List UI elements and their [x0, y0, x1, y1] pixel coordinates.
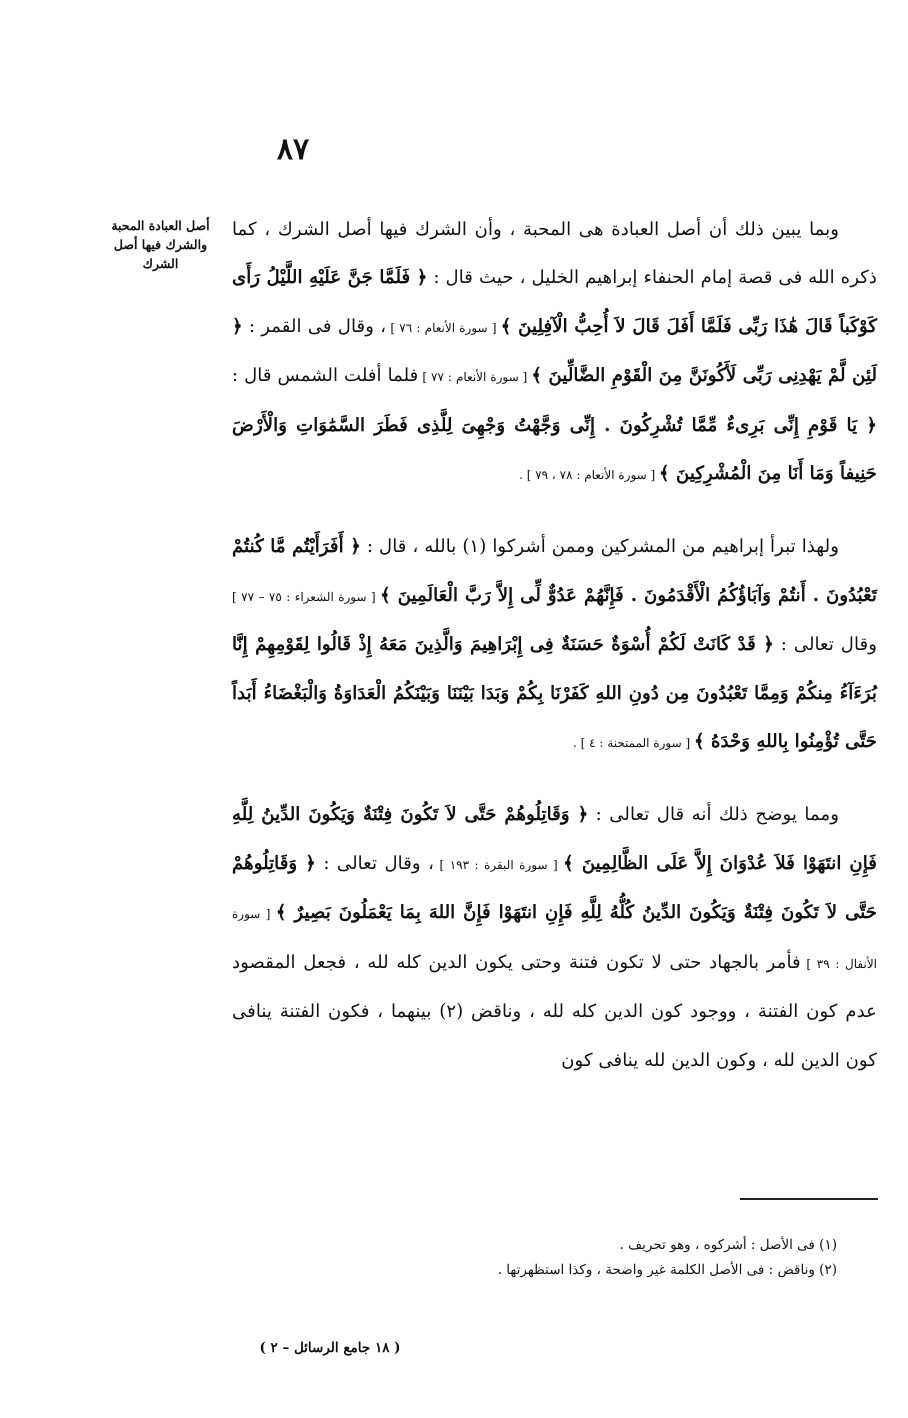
footnotes	[300, 1233, 837, 1283]
quran-verse: ﴿ فَلَمَّا جَنَّ عَلَيْهِ اللَّيْلُ رَأَى كَوْكَباً قَالَ هَٰذَا رَبِّى فَلَمَّا أَفَلَ قَالَ لاَ أُحِبُّ الْآفِلِينَ ﴾	[232, 267, 878, 337]
quran-verse: ﴿ وَقَاتِلُوهُمْ حَتَّى لاَ تَكُونَ فِتْنَةٌ وَيَكُونَ الدِّينُ لِلَّهِ فَإِنِ انتَهَوْا فَلاَ عُدْوَانَ إِلاَّ عَلَى الظَّالِمِينَ ﴾	[232, 804, 877, 874]
text-segment: فأمر بالجهاد حتى لا تكون فتنة وحتى يكون الدين كله لله ، فجعل المقصود عدم كون الفتنة ، ووجود كون الدين كله لله ، وناقض (٢) بينهما ، فكون الفتنة ينافى كون الدين لله ، وكون الدين لله ينافى كون	[232, 951, 877, 1071]
verse-reference: [ سورة الممتحنة : ٤ ] .	[572, 736, 694, 751]
text-segment: ، وقال تعالى :	[315, 852, 435, 874]
verse-reference: [ سورة الأنعام : ٧٧ ]	[418, 370, 532, 385]
footnote-divider	[740, 1198, 878, 1200]
main-text	[232, 206, 877, 1085]
paragraph-1	[232, 206, 877, 499]
verse-reference: [ سورة الأنعام : ٧٦ ]	[386, 320, 501, 335]
text-segment: ومما يوضح ذلك أنه قال تعالى :	[588, 804, 839, 826]
quran-verse: ﴿ لَئِن لَّمْ يَهْدِنِى رَبِّى لَأَكُونَنَّ مِنَ الْقَوْمِ الضَّالِّينَ ﴾	[232, 315, 877, 387]
quran-verse: ﴿ أَفَرَأَيْتُم مَّا كُنتُمْ تَعْبُدُونَ . أَنتُمْ وَآبَاؤُكُمُ الْأَقْدَمُونَ . فَإِنَّهُمْ عَدُوٌّ لِّى إِلاَّ رَبَّ الْعَالَمِينَ ﴾	[232, 536, 877, 606]
footnote-1: (١) فى الأصل : أشركوه ، وهو تحريف .	[619, 1237, 837, 1253]
verse-reference: [ سورة الأنفال : ٣٩ ]	[232, 907, 878, 971]
verse-reference: [ سورة الشعراء : ٧٥ – ٧٧ ]	[232, 589, 381, 604]
verse-reference: [ سورة البقرة : ١٩٣ ]	[434, 857, 564, 872]
page-number: ٨٧	[276, 132, 310, 167]
text-segment: وقال تعالى :	[773, 634, 877, 656]
text-segment: وبما يبين ذلك أن أصل العبادة هى المحبة ، وأن الشرك فيها أصل الشرك ، كما ذكره الله فى قصة إمام الحنفاء إبراهيم الخليل ، حيث قال :	[232, 219, 877, 289]
quran-verse: ﴿ قَدْ كَانَتْ لَكُمْ أُسْوَةٌ حَسَنَةٌ فِى إِبْرَاهِيمَ وَالَّذِينَ مَعَهُ إِذْ قَالُوا لِقَوْمِهِمْ إِنَّا بُرَءَآءُ مِنكُمْ وَمِمَّا تَعْبُدُونَ مِن دُونِ اللهِ كَفَرْنَا بِكُمْ وَبَدَا بَيْنَنَا وَبَيْنَكُمُ الْعَدَاوَةُ وَالْبَغْضَاءُ أَبَداً حَتَّى تُؤْمِنُوا بِاللهِ وَحْدَهُ ﴾	[232, 634, 877, 753]
footnote-2: (٢) وناقض : فى الأصل الكلمة غير واضحة ، وكذا استظهرتها .	[497, 1262, 837, 1278]
text-segment: ، وقال فى القمر :	[242, 315, 387, 337]
paragraph-3	[232, 791, 877, 1084]
verse-reference: [ سورة الأنعام : ٧٨ ، ٧٩ ] .	[519, 468, 660, 483]
printer-signature: ( ١٨ جامع الرسائل – ٢ )	[259, 1340, 401, 1356]
paragraph-2	[232, 523, 877, 767]
quran-verse: ﴿ يَا قَوْمِ إِنِّى بَرِىءٌ مِّمَّا تُشْرِكُونَ . إِنِّى وَجَّهْتُ وَجْهِىَ لِلَّذِى فَطَرَ السَّمَٰوَاتِ وَالْأَرْضَ حَنِيفاً وَمَا أَنَا مِنَ الْمُشْرِكِينَ ﴾	[232, 414, 877, 485]
margin-note: أصل العبادة المحبة والشرك فيها أصل الشرك	[111, 218, 210, 271]
text-segment: فلما أفلت الشمس قال :	[232, 365, 419, 387]
quran-verse: ﴿ وَقَاتِلُوهُمْ حَتَّى لاَ تَكُونَ فِتْنَةٌ وَيَكُونَ الدِّينُ كُلُّهُ لِلَّهِ فَإِنِ انتَهَوْا فَإِنَّ اللهَ بِمَا يَعْمَلُونَ بَصِيرٌ ﴾	[232, 852, 877, 924]
text-segment: ولهذا تبرأ إبراهيم من المشركين وممن أشركوا (١) بالله ، قال :	[360, 536, 840, 558]
